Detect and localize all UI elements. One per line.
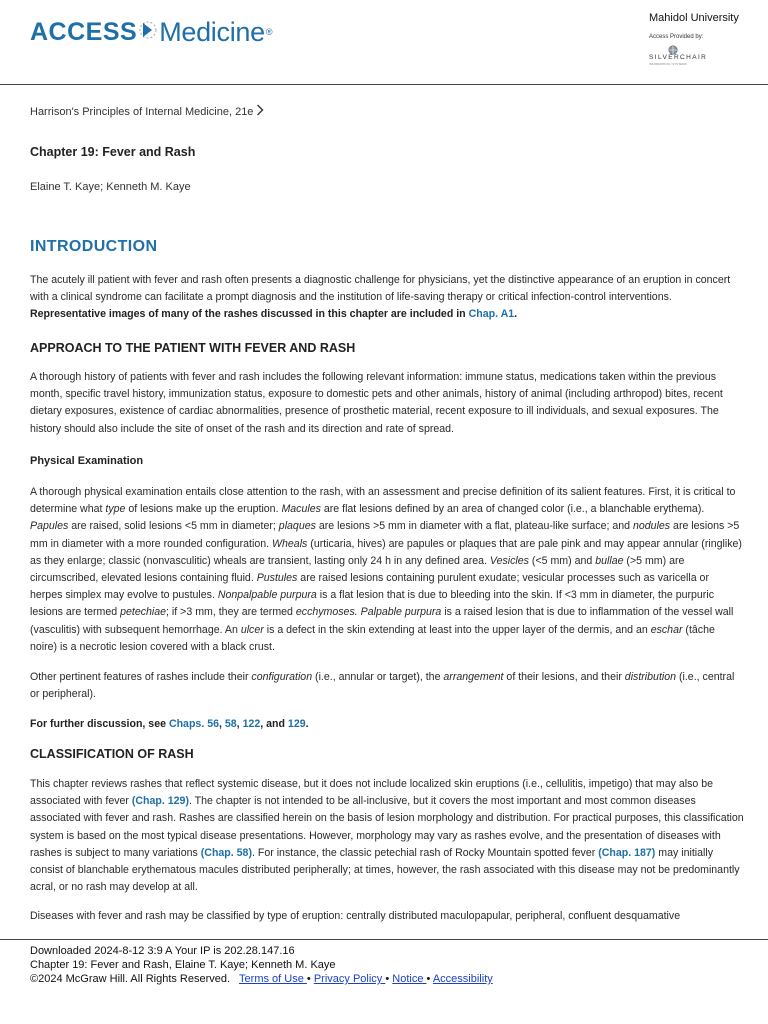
logo-access-text: ACCESS <box>30 17 138 46</box>
logo-registered: ® <box>265 27 273 37</box>
chap-a1-link[interactable]: Chap. A1 <box>468 308 515 321</box>
term-arrangement: arrangement <box>443 671 504 683</box>
text: (>5 mm) are circumscribed, elevated lesions containing fluid. <box>30 554 685 585</box>
term-eschar: eschar <box>650 623 683 636</box>
term-nodules: nodules <box>633 520 671 533</box>
text: are lesions >5 mm in diameter with a flat, plateau-like surface; and <box>315 520 633 533</box>
text: are raised, solid lesions <5 mm in diameter; <box>68 520 279 533</box>
classification-types-paragraph: Diseases with fever and rash may be classified by type of eruption: centrally distributed maculopapular, peripheral, confluent desquamative <box>30 910 681 922</box>
citation-line: Chapter 19: Fever and Rash, Elaine T. Kaye; Kenneth M. Kaye <box>30 959 336 971</box>
separator: , and <box>260 718 288 730</box>
chapter-authors: Elaine T. Kaye; Kenneth M. Kaye <box>30 181 191 193</box>
text: ; if >3 mm, they are termed <box>166 606 296 619</box>
text: of their lesions, and their <box>503 671 625 683</box>
period: . <box>514 308 518 321</box>
term-configuration: configuration <box>251 671 313 683</box>
introduction-paragraph <box>30 272 744 324</box>
bullet-separator: • <box>306 973 314 985</box>
copyright-text: ©2024 McGraw Hill. All Rights Reserved. <box>30 973 231 985</box>
chap-58-link[interactable]: (Chap. 58) <box>200 846 252 859</box>
introduction-text: The acutely ill patient with fever and rash often presents a diagnostic challenge for physicians, yet the distinctive appearance of an eruption in concert with a clinical syndrome can facilitate a prompt diagnosis and the institution of life-saving therapy or critical infection-control interventions. <box>30 274 731 304</box>
text: is a defect in the skin extending at least into the upper layer of the dermis, and an <box>263 623 651 636</box>
access-medicine-logo[interactable] <box>30 12 272 52</box>
physical-exam-paragraph <box>30 484 744 656</box>
term-type: type <box>105 503 126 516</box>
bullet-separator: • <box>385 973 393 985</box>
bullet-separator: • <box>426 973 433 985</box>
term-wheals: Wheals <box>272 537 308 550</box>
breadcrumb[interactable] <box>30 104 264 119</box>
page-footer <box>0 939 768 940</box>
text: Other pertinent features of rashes include their <box>30 671 252 683</box>
chap-122-link[interactable]: 122 <box>242 718 261 730</box>
chap-187-link[interactable]: (Chap. 187) <box>598 846 656 859</box>
term-macules: Macules <box>281 503 321 516</box>
term-papules: Papules <box>30 520 69 533</box>
classification-heading: CLASSIFICATION OF RASH <box>30 747 194 761</box>
term-ecchymoses-palpable-purpura: ecchymoses. Palpable purpura <box>295 606 442 619</box>
accessibility-link[interactable]: Accessibility <box>432 973 493 985</box>
further-discussion-text: For further discussion, see <box>30 718 169 730</box>
download-info: Downloaded 2024-8-12 3:9 A Your IP is 202.28.147.16 <box>30 945 295 957</box>
text: are flat lesions defined by an area of changed color (i.e., a blanchable erythema). <box>320 503 705 516</box>
text: of lesions make up the eruption. <box>125 503 282 516</box>
text: are raised lesions containing purulent exudate; vesicular processes such as varicella or herpes simplex may evolve to pustules. <box>30 572 709 602</box>
chaps-56-link[interactable]: Chaps. 56 <box>168 718 219 730</box>
other-features-paragraph <box>30 669 744 703</box>
text: (urticaria, hives) are papules or plaques that are pale pink and may appear annular (ringlike) as they enlarge; classic (nonvasculitic) wheals are transient, lasting only 24 h in any defined area. <box>30 537 742 567</box>
copyright-line <box>30 973 493 985</box>
chapter-title: Chapter 19: Fever and Rash <box>30 145 196 159</box>
approach-paragraph: A thorough history of patients with fever and rash includes the following relevant information: immune status, medications taken within the previous month, specific travel history, immunization status, exposure to domestic pets and other animals, history of animal (including arthropod) bites, recent dietary exposures, existence of cardiac abnormalities, presence of prosthetic material, recent exposure to ill individuals, and sexual exposures. The history should also include the site of onset of the rash and its direction and rate of spread. <box>30 371 723 435</box>
access-provided-by-label: Access Provided by: <box>649 34 704 40</box>
text: (i.e., annular or target), the <box>312 671 444 683</box>
term-nonpalpable-purpura: Nonpalpable purpura <box>217 589 317 602</box>
text: (i.e., central or peripheral). <box>30 671 735 701</box>
further-discussion-paragraph <box>30 716 744 733</box>
separator: , <box>236 718 243 730</box>
chevron-right-icon <box>256 104 264 119</box>
site-header <box>0 0 768 85</box>
period: . <box>305 718 309 730</box>
text: may initially consist of blanchable erythematous macules distributed peripherally; at times, however, the rash associated with this disease may not be predominantly acral, or no rash may develop at all. <box>30 846 740 894</box>
provider-tagline: INFORMATION / SYSTEMS <box>649 62 687 66</box>
representative-images-note <box>30 308 517 320</box>
notice-link[interactable]: Notice <box>392 973 427 985</box>
text: (<5 mm) and <box>528 554 596 567</box>
logo-arrow-icon <box>139 17 157 48</box>
institution-name: Mahidol University <box>649 12 739 24</box>
logo-medicine-text: Medicine <box>159 16 265 47</box>
text: . For instance, the classic petechial rash of Rocky Mountain spotted fever <box>251 846 599 859</box>
classification-paragraph <box>30 776 744 896</box>
physical-exam-heading: Physical Examination <box>30 455 144 467</box>
provider-name: SILVERCHAIR <box>649 54 708 61</box>
text: are lesions >5 mm in diameter with a more rounded configuration. <box>30 520 740 550</box>
term-plaques: plaques <box>278 520 316 533</box>
chap-129-link[interactable]: (Chap. 129) <box>131 795 189 808</box>
text: (tâche noire) is a necrotic lesion covered with a black crust. <box>30 623 715 653</box>
text: A thorough physical examination entails close attention to the rash, with an assessment and precise definition of its salient features. First, it is critical to determine what <box>30 486 736 516</box>
privacy-policy-link[interactable]: Privacy Policy <box>313 973 386 985</box>
text: This chapter reviews rashes that reflect systemic disease, but it does not include localized skin eruptions (i.e., cellulitis, impetigo) that may also be associated with fever <box>30 778 714 808</box>
term-ulcer: ulcer <box>240 623 264 636</box>
text: is a raised lesion that is due to inflammation of the vessel wall (vasculitis) with subsequent hemorrhage. An <box>30 606 734 636</box>
term-bullae: bullae <box>595 554 624 567</box>
approach-heading: APPROACH TO THE PATIENT WITH FEVER AND RASH <box>30 341 356 355</box>
chap-58-link[interactable]: 58 <box>224 718 237 730</box>
text: is a flat lesion that is due to bleeding into the skin. If <3 mm in diameter, the purpuric lesions are termed <box>30 589 714 619</box>
term-distribution: distribution <box>624 671 677 683</box>
separator: , <box>218 718 225 730</box>
breadcrumb-book[interactable]: Harrison's Principles of Internal Medicine, 21e <box>30 105 254 118</box>
representative-images-text: Representative images of many of the rashes discussed in this chapter are included in <box>30 308 469 321</box>
term-pustules: Pustules <box>256 572 298 585</box>
terms-of-use-link[interactable]: Terms of Use <box>239 973 307 985</box>
chap-129-link[interactable]: 129 <box>287 718 306 730</box>
term-petechiae: petechiae <box>120 606 167 619</box>
introduction-heading: INTRODUCTION <box>30 238 158 255</box>
text: . The chapter is not intended to be all-inclusive, but it covers the most important and most common diseases associated with fever and rash. Rashes are classified herein on the basis of lesion morphology and distribution. For practical purposes, this classification system is based on the most typical disease presentations. However, morphology may vary as rashes evolve, and the presentation of diseases with rashes is subject to many variations <box>30 795 744 859</box>
term-vesicles: Vesicles <box>489 554 529 567</box>
